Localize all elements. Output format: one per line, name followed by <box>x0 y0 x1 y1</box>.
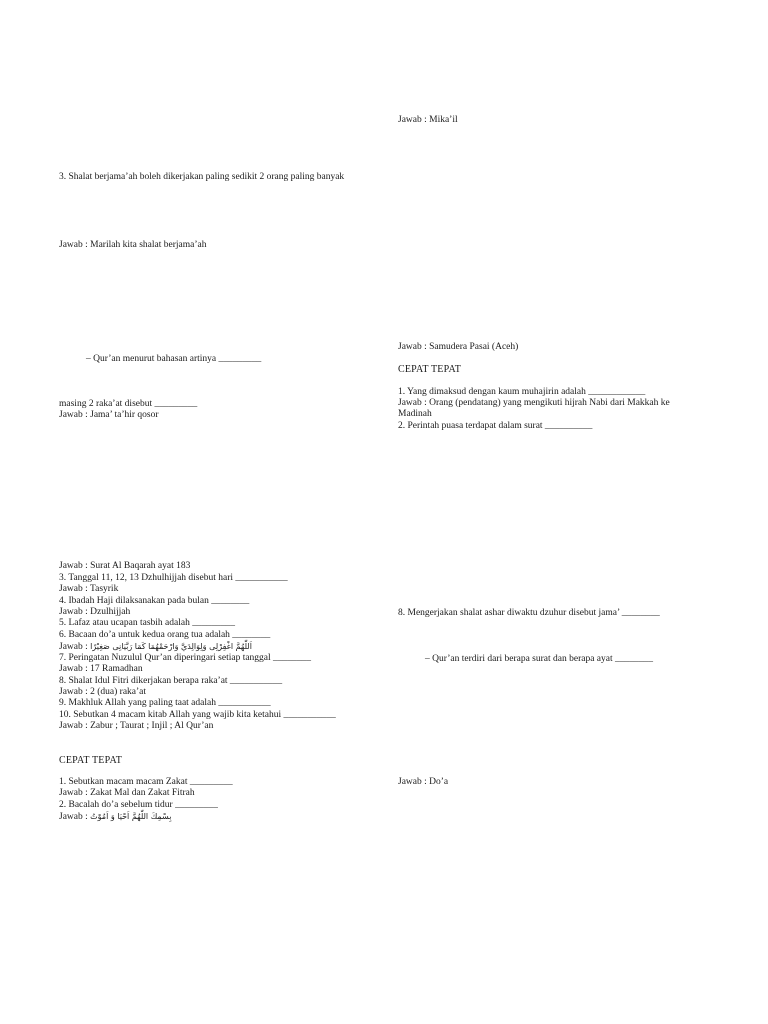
section-heading-left: CEPAT TEPAT <box>59 755 123 766</box>
question-haji: 4. Ibadah Haji dilaksanakan pada bulan ________ <box>59 596 250 606</box>
question-quran-arti: – Qur’an menurut bahasan artinya _________ <box>86 354 262 364</box>
question-tasyrik: 3. Tanggal 11, 12, 13 Dzhulhijjah disebut hari ___________ <box>59 573 288 583</box>
question-muhajirin: 1. Yang dimaksud dengan kaum muhajirin adalah ____________ <box>398 387 646 397</box>
answer-jamaah: Jawab : Marilah kita shalat berjama’ah <box>59 240 207 250</box>
answer-qosor: Jawab : Jama’ ta’hir qosor <box>59 410 159 420</box>
answer-nuzulul: Jawab : 17 Ramadhan <box>59 664 143 674</box>
answer-tasyrik: Jawab : Tasyrik <box>59 584 119 594</box>
question-jama: 8. Mengerjakan shalat ashar diwaktu dzuhur disebut jama’ ________ <box>398 608 660 618</box>
question-makhluk: 9. Makhluk Allah yang paling taat adalah ___________ <box>59 698 271 708</box>
question-zakat: 1. Sebutkan macam macam Zakat _________ <box>59 777 233 787</box>
answer-zakat: Jawab : Zakat Mal dan Zakat Fitrah <box>59 788 195 798</box>
answer-tidur <box>59 811 171 823</box>
answer-prefix: Jawab : <box>59 812 88 822</box>
answer-samudera: Jawab : Samudera Pasai (Aceh) <box>398 342 519 352</box>
question-doa-ortu: 6. Bacaan do’a untuk kedua orang tua adalah ________ <box>59 630 271 640</box>
question-surat-ayat: – Qur’an terdiri dari berapa surat dan berapa ayat ________ <box>425 654 653 664</box>
question-kitab: 10. Sebutkan 4 macam kitab Allah yang wajib kita ketahui ___________ <box>59 710 336 720</box>
question-tidur: 2. Bacalah do’a sebelum tidur _________ <box>59 800 218 810</box>
answer-doa-ortu <box>59 641 252 653</box>
answer-dzulhijjah: Jawab : Dzulhijjah <box>59 607 131 617</box>
arabic-prayer-text: بِسْمِكَ اللّٰهُمَّ اَحْيَا وَ اَمُوْتُ <box>90 812 172 821</box>
answer-baqarah: Jawab : Surat Al Baqarah ayat 183 <box>59 561 191 571</box>
question-puasa: 2. Perintah puasa terdapat dalam surat __________ <box>398 421 593 431</box>
answer-muhajirin: Jawab : Orang (pendatang) yang mengikuti hijrah Nabi dari Makkah ke Madinah <box>398 398 670 419</box>
arabic-prayer-text: اَللّٰهُمَّ اغْفِرْلِى وَلِوَالِدَيَّ وَارْحَمْهُمَا كَمَا رَبَّيَانِى صَغِيْرًا <box>90 642 252 651</box>
question-tasbih: 5. Lafaz atau ucapan tasbih adalah _________ <box>59 618 235 628</box>
answer-doa: Jawab : Do’a <box>398 777 449 787</box>
section-heading-right: CEPAT TEPAT <box>398 364 462 375</box>
answer-kitab: Jawab : Zabur ; Taurat ; Injil ; Al Qur’an <box>59 721 214 731</box>
answer-idul: Jawab : 2 (dua) raka’at <box>59 687 147 697</box>
question-raka-2: masing 2 raka’at disebut _________ <box>59 399 198 409</box>
question-jamaah: 3. Shalat berjama’ah boleh dikerjakan paling sedikit 2 orang paling banyak <box>59 172 345 182</box>
answer-prefix: Jawab : <box>59 642 88 652</box>
question-idul: 8. Shalat Idul Fitri dikerjakan berapa raka’at ___________ <box>59 676 283 686</box>
question-nuzulul: 7. Peringatan Nuzulul Qur’an diperingari setiap tanggal ________ <box>59 653 312 663</box>
answer-mikail: Jawab : Mika’il <box>398 115 458 125</box>
